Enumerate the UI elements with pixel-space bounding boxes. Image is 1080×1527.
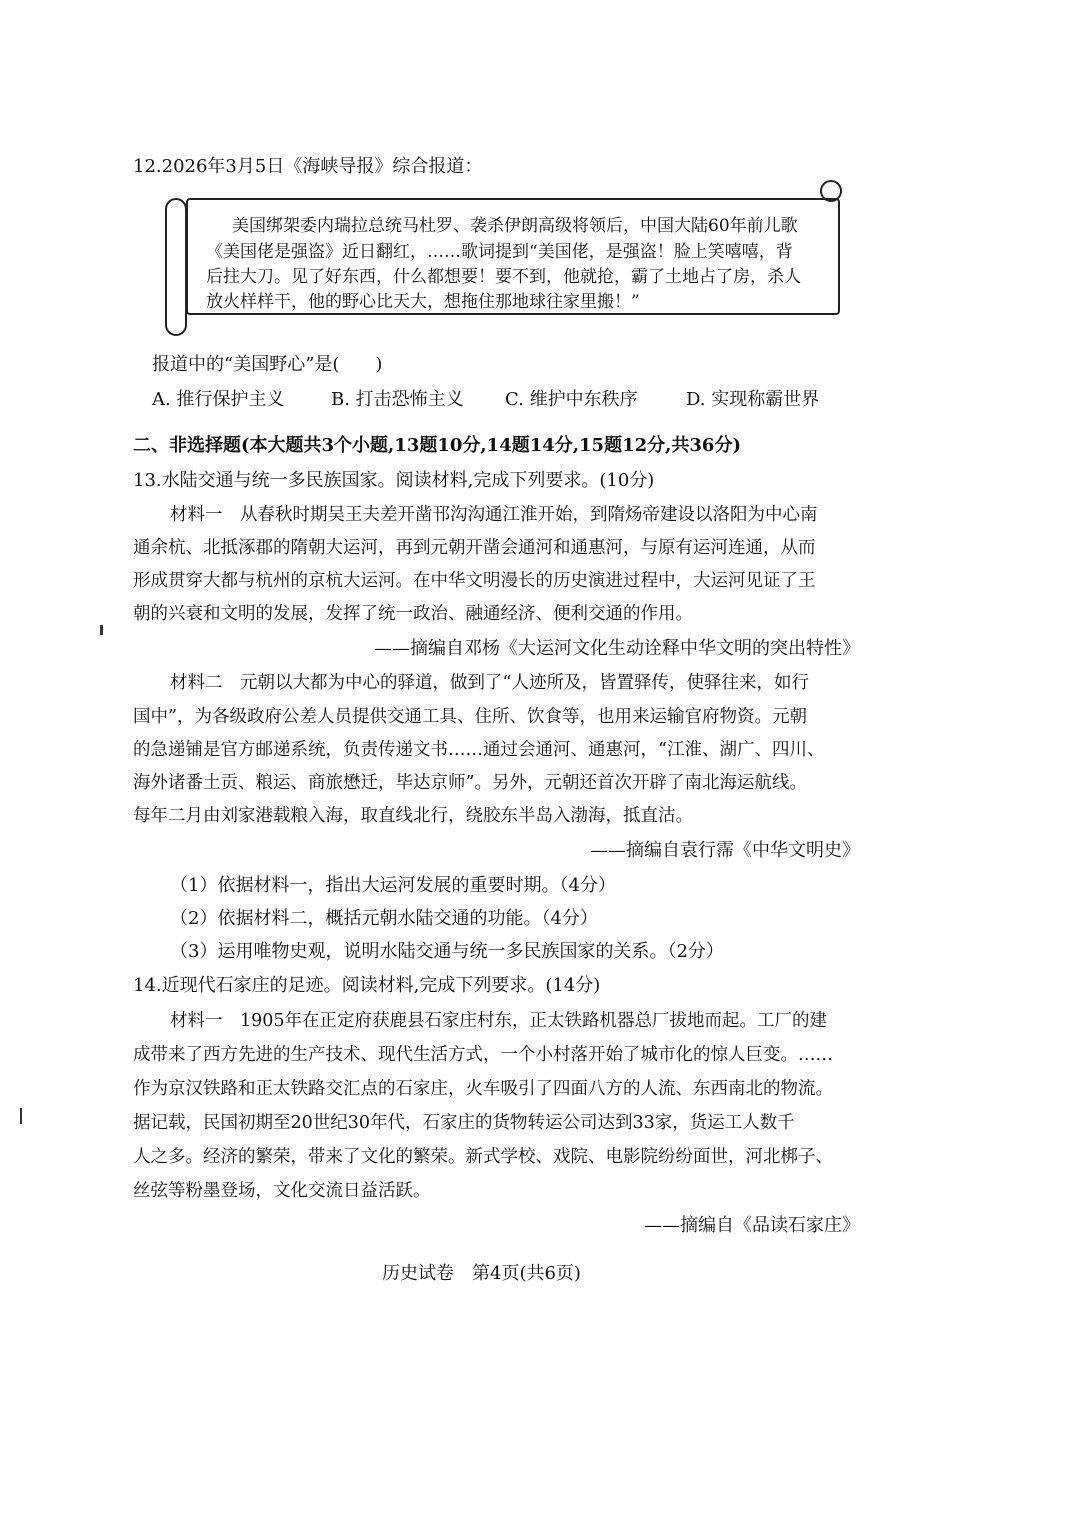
source-citation: ——摘编自袁行霈《中华文明史》 bbox=[590, 840, 860, 861]
material-line: 海外诸番土贡、粮运、商旅懋迁，毕达京师”。另外，元朝还首次开辟了南北海运航线。 bbox=[133, 773, 807, 793]
q12-question: 报道中的“美国野心”是( ) bbox=[152, 354, 383, 375]
material-line: 朝的兴衰和文明的发展，发挥了统一政治、融通经济、便利交通的作用。 bbox=[133, 604, 693, 624]
q12-stem: 12.2026年3月5日《海峡导报》综合报道： bbox=[133, 156, 483, 177]
material-line: 材料一 1905年在正定府获鹿县石家庄村东，正太铁路机器总厂拔地而起。工厂的建 bbox=[170, 1011, 828, 1031]
page-footer: 历史试卷 第4页(共6页) bbox=[382, 1263, 581, 1284]
scan-mark bbox=[20, 1108, 22, 1124]
material-line: 丝弦等粉墨登场，文化交流日益活跃。 bbox=[133, 1181, 431, 1201]
material-line: 据记载，民国初期至20世纪30年代，石家庄的货物转运公司达到33家，货运工人数千 bbox=[133, 1113, 795, 1133]
material-line: 的急递铺是官方邮递系统，负责传递文书……通过会通河、通惠河，“江淮、湖广、四川、 bbox=[133, 740, 825, 760]
quote-line: 放火样样干，他的野心比天大，想拖住那地球往家里搬！” bbox=[206, 292, 640, 312]
quote-line: 《美国佬是强盗》近日翻红，……歌词提到“美国佬，是强盗！脸上笑嘻嘻，背 bbox=[206, 242, 793, 262]
option-c[interactable]: C. 维护中东秩序 bbox=[505, 389, 638, 410]
material-line: 材料二 元朝以大都为中心的驿道，做到了“人迹所及，皆置驿传，使驿往来，如行 bbox=[170, 673, 809, 693]
sub-question: （2）依据材料二，概括元朝水陆交通的功能。（4分） bbox=[170, 908, 598, 929]
material-line: 材料一 从春秋时期吴王夫差开凿邗沟沟通江淮开始，到隋炀帝建设以洛阳为中心南 bbox=[170, 505, 818, 525]
material-line: 通余杭、北抵涿郡的隋朝大运河，再到元朝开凿会通河和通惠河，与原有运河连通，从而 bbox=[133, 538, 816, 558]
quote-line: 美国绑架委内瑞拉总统马杜罗、袭杀伊朗高级将领后，中国大陆60年前儿歌 bbox=[232, 216, 798, 236]
q13-stem: 13.水陆交通与统一多民族国家。阅读材料,完成下列要求。(10分) bbox=[133, 470, 655, 491]
source-citation: ——摘编自邓杨《大运河文化生动诠释中华文明的突出特性》 bbox=[374, 638, 860, 659]
material-line: 人之多。经济的繁荣，带来了文化的繁荣。新式学校、戏院、电影院纷纷面世，河北梆子、 bbox=[133, 1147, 833, 1167]
section-title: 二、非选择题(本大题共3个小题,13题10分,14题14分,15题12分,共36分) bbox=[133, 435, 741, 456]
option-a[interactable]: A. 推行保护主义 bbox=[152, 389, 285, 410]
material-line: 成带来了西方先进的生产技术、现代生活方式，一个小村落开始了城市化的惊人巨变。…… bbox=[133, 1045, 833, 1065]
q14-stem: 14.近现代石家庄的足迹。阅读材料,完成下列要求。(14分) bbox=[133, 975, 601, 996]
quote-line: 后拄大刀。见了好东西，什么都想要！要不到，他就抢，霸了土地占了房，杀人 bbox=[206, 267, 801, 287]
scan-mark bbox=[100, 625, 103, 635]
sub-question: （1）依据材料一，指出大运河发展的重要时期。（4分） bbox=[170, 875, 616, 896]
material-line: 国中”，为各级政府公差人员提供交通工具、住所、饮食等，也用来运输官府物资。元朝 bbox=[133, 707, 807, 727]
sub-question: （3）运用唯物史观，说明水陆交通与统一多民族国家的关系。（2分） bbox=[170, 941, 724, 962]
material-line: 作为京汉铁路和正太铁路交汇点的石家庄，火车吸引了四面八方的人流、东西南北的物流。 bbox=[133, 1079, 833, 1099]
option-b[interactable]: B. 打击恐怖主义 bbox=[331, 389, 464, 410]
option-d[interactable]: D. 实现称霸世界 bbox=[686, 389, 820, 410]
material-line: 形成贯穿大都与杭州的京杭大运河。在中华文明漫长的历史演进过程中，大运河见证了王 bbox=[133, 571, 816, 591]
source-citation: ——摘编自《品读石家庄》 bbox=[644, 1215, 860, 1236]
material-line: 每年二月由刘家港载粮入海，取直线北行，绕胶东半岛入渤海，抵直沽。 bbox=[133, 806, 693, 826]
